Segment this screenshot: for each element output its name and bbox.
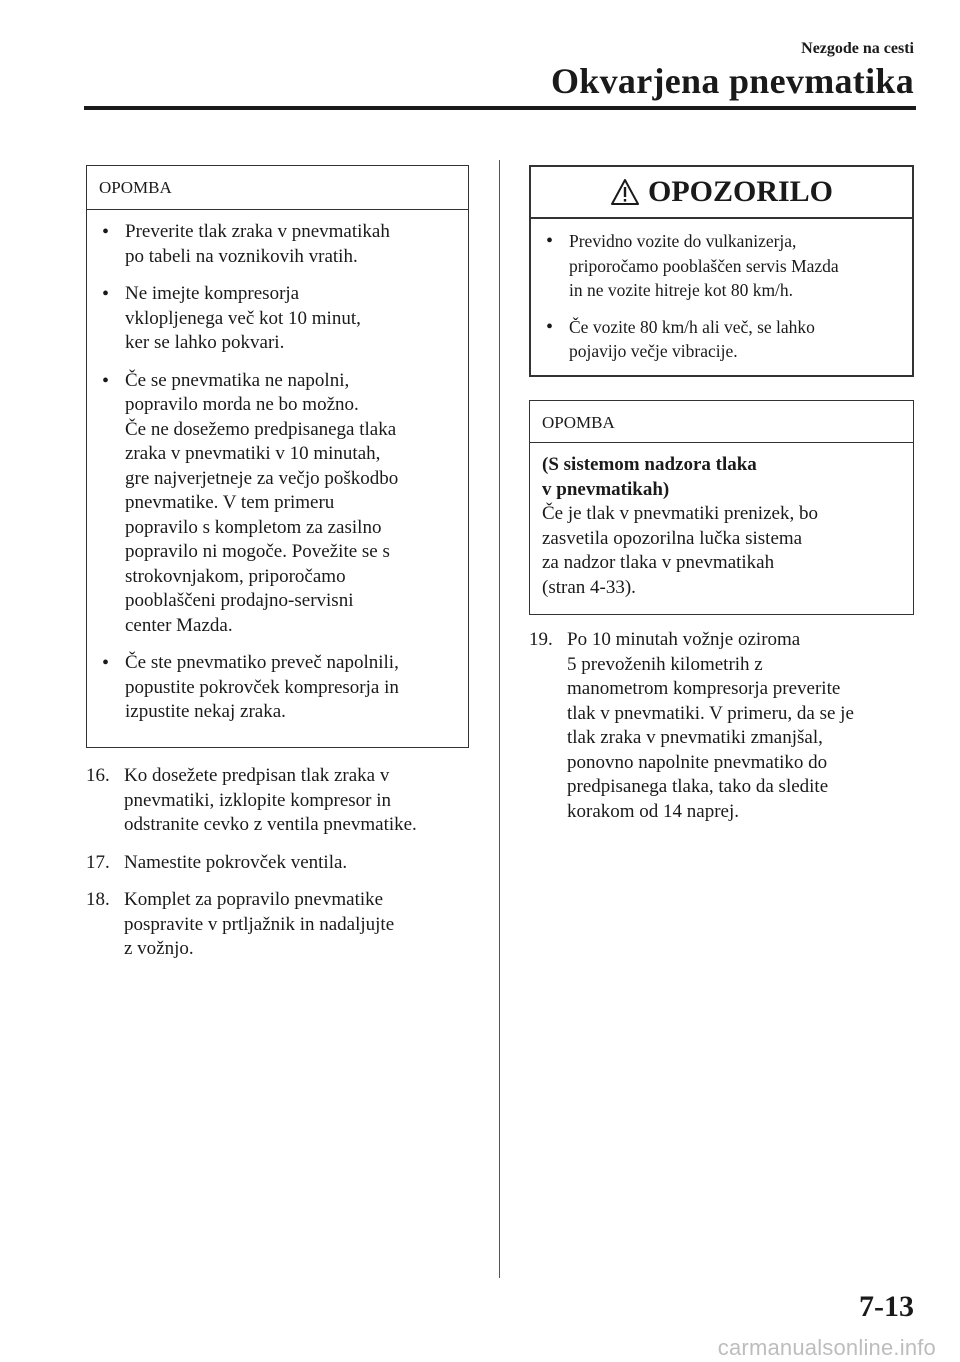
- right-steps-list: [529, 628, 929, 837]
- warning-header: [531, 167, 912, 219]
- step-line: odstranite cevko z ventila pnevmatike.: [124, 814, 417, 835]
- header-rule: [84, 106, 916, 110]
- bullet-line: center Mazda.: [125, 614, 233, 636]
- right-note-text-line: Če je tlak v pnevmatiki prenizek, bo: [542, 503, 818, 524]
- step-number: 17.: [86, 851, 110, 873]
- right-note-heading-line: (S sistemom nadzora tlaka: [542, 454, 757, 475]
- step-item: [529, 628, 929, 824]
- warning-label: OPOZORILO: [647, 175, 834, 208]
- bullet-line: izpustite nekaj zraka.: [125, 701, 286, 722]
- page-title: Okvarjena pnevmatika: [550, 61, 914, 101]
- step-item: [86, 888, 486, 962]
- step-line: predpisanega tlaka, tako da sledite: [567, 776, 829, 797]
- step-number: 19.: [529, 629, 553, 650]
- bullet-icon: •: [102, 652, 110, 674]
- bullet-line: Ne imejte kompresorja: [125, 283, 300, 304]
- left-note-body: [87, 210, 468, 725]
- bullet-line: zraka v pnevmatiki v 10 minutah,: [125, 443, 381, 464]
- step-line: 5 prevoženih kilometrih z: [567, 653, 763, 675]
- warning-triangle-icon: [610, 178, 640, 206]
- right-note-text-line: za nadzor tlaka v pnevmatikah: [542, 552, 775, 573]
- bullet-line: priporočamo pooblaščen servis Mazda: [569, 255, 839, 276]
- bullet-line: pooblaščeni prodajno-servisni: [125, 590, 354, 611]
- bullet-line: gre najverjetneje za večjo poškodbo: [125, 467, 399, 489]
- step-line: korakom od 14 naprej.: [567, 800, 740, 822]
- watermark: carmanualsonline.info: [717, 1335, 936, 1360]
- bullet-line: popravilo morda ne bo možno.: [125, 394, 359, 415]
- bullet-icon: •: [102, 369, 110, 392]
- step-number: 18.: [86, 889, 110, 910]
- step-line: manometrom kompresorja preverite: [567, 678, 841, 699]
- step-line: ponovno napolnite pnevmatiko do: [567, 751, 828, 773]
- bullet-line: Če ste pnevmatiko preveč napolnili,: [125, 652, 399, 673]
- step-line: pnevmatiki, izklopite kompresor in: [124, 789, 392, 811]
- column-divider: [499, 160, 500, 1278]
- right-note-text-line: (stran 4-33).: [542, 576, 636, 598]
- right-note-label: OPOMBA: [530, 401, 913, 443]
- right-note-body: [530, 443, 913, 600]
- bullet-icon: •: [546, 230, 554, 252]
- step-line: Namestite pokrovček ventila.: [124, 851, 348, 873]
- right-note-text-line: zasvetila opozorilna lučka sistema: [542, 527, 803, 549]
- bullet-line: Če se pnevmatika ne napolni,: [125, 369, 350, 391]
- warning-box: [529, 165, 914, 377]
- bullet-line: pnevmatike. V tem primeru: [125, 492, 335, 513]
- bullet-item: [99, 282, 456, 356]
- step-line: tlak zraka v pnevmatiki zmanjšal,: [567, 727, 823, 748]
- bullet-item: [99, 220, 456, 269]
- left-note-box: [86, 165, 469, 748]
- bullet-line: vklopljenega več kot 10 minut,: [125, 307, 361, 329]
- right-note-heading-line: v pnevmatikah): [542, 478, 670, 500]
- right-note-text: [542, 502, 901, 600]
- step-item: [86, 764, 486, 838]
- header-section-label: Nezgode na cesti: [801, 40, 914, 57]
- bullet-icon: •: [102, 283, 110, 305]
- bullet-line: Če ne dosežemo predpisanega tlaka: [125, 418, 397, 440]
- step-line: Komplet za popravilo pnevmatike: [124, 889, 384, 910]
- left-steps-list: [86, 764, 486, 975]
- bullet-item: [99, 369, 456, 639]
- bullet-item: [543, 229, 900, 303]
- bullet-line: Če vozite 80 km/h ali več, se lahko: [569, 316, 815, 337]
- bullet-icon: •: [546, 315, 554, 338]
- step-line: z vožnjo.: [124, 938, 194, 959]
- bullet-line: popravilo s kompletom za zasilno: [125, 516, 382, 538]
- step-line: tlak v pnevmatiki. V primeru, da se je: [567, 702, 854, 724]
- bullet-line: in ne vozite hitreje kot 80 km/h.: [569, 280, 794, 300]
- right-note-box: [529, 400, 914, 615]
- step-number: 16.: [86, 765, 110, 786]
- left-note-label: OPOMBA: [87, 166, 468, 210]
- step-line: Po 10 minutah vožnje oziroma: [567, 629, 801, 650]
- bullet-icon: •: [102, 221, 110, 243]
- bullet-item: [543, 315, 900, 364]
- bullet-line: Previdno vozite do vulkanizerja,: [569, 231, 797, 251]
- bullet-line: popustite pokrovček kompresorja in: [125, 676, 399, 698]
- page-number: 7-13: [859, 1290, 914, 1323]
- bullet-line: popravilo ni mogoče. Povežite se s: [125, 541, 390, 562]
- step-line: Ko dosežete predpisan tlak zraka v: [124, 765, 390, 786]
- warning-body: [531, 219, 912, 364]
- step-line: pospravite v prtljažnik in nadaljujte: [124, 913, 395, 935]
- bullet-item: [99, 651, 456, 725]
- step-item: [86, 851, 486, 876]
- bullet-line: strokovnjakom, priporočamo: [125, 565, 346, 587]
- bullet-line: pojavijo večje vibracije.: [569, 341, 738, 361]
- right-note-heading: [542, 453, 901, 502]
- bullet-line: ker se lahko pokvari.: [125, 332, 285, 353]
- bullet-line: po tabeli na voznikovih vratih.: [125, 245, 358, 267]
- bullet-line: Preverite tlak zraka v pnevmatikah: [125, 221, 390, 242]
